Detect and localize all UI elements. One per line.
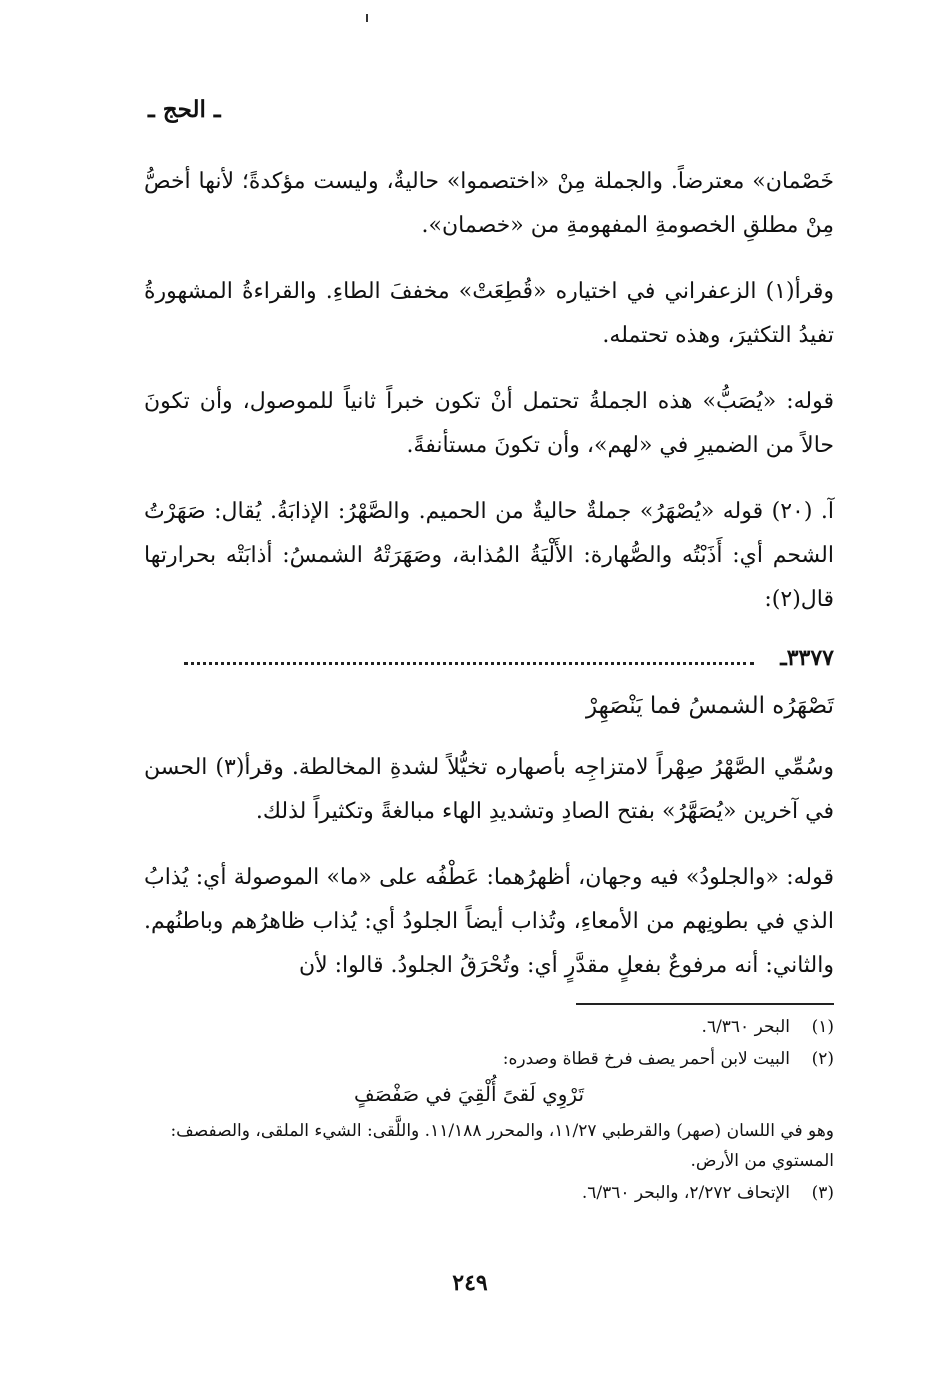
verse-number: ٣٣٧٧ـ <box>780 645 834 671</box>
footnote-2 <box>144 1044 834 1074</box>
paragraph-3: قوله: «يُصَبُّ» هذه الجملةُ تحتمل أنْ تكون خبراً ثانياً للموصول، وأن تكونَ حالاً من الضميرِ في «لهم»، وأن تكونَ مستأنفةً. <box>144 389 834 458</box>
footnote-number: (٣) <box>811 1183 834 1203</box>
footnotes <box>144 1012 834 1210</box>
main-text <box>144 160 834 1010</box>
verse-dotted-line <box>184 662 754 665</box>
paragraph-5: وسُمِّي الصَّهْرُ صِهْراً لامتزاجِه بأصهاره تخيُّلاً لشدةِ المخالطة. وقرأ(٣) الحسن في آخرين «يُصَهَّرُ» بفتح الصادِ وتشديدِ الهاء مبالغةً وتكثيراً لذلك. <box>144 755 834 824</box>
footnote-text: الإتحاف ٢/٢٧٢، والبحر ٦/٣٦٠. <box>581 1183 790 1203</box>
paragraph-6: قوله: «والجلودُ» فيه وجهان، أظهرُهما: عَطْفُه على «ما» الموصولة أي: يُذابُ الذي في بطونِهم من الأمعاءِ، وتُذاب أيضاً الجلودُ أي: يُذاب ظاهرُهم وباطنُهم. والثاني: أنه مرفوعٌ بفعلٍ مقدَّرٍ أي: وتُحْرَقُ الجلودُ. قالوا: لأن <box>144 865 834 978</box>
poetry-verse: تَصْهَرُه الشمسُ فما يَنْصَهِرْ <box>585 693 834 719</box>
footnote-separator <box>576 1003 834 1005</box>
footnote-number: (١) <box>811 1017 834 1037</box>
running-title: ـ الحج ـ <box>148 96 221 123</box>
margin-mark <box>366 14 368 22</box>
footnote-3 <box>144 1178 834 1208</box>
footnote-continuation: وهو في اللسان (صهر) والقرطبي ١١/٢٧، والمحرر ١١/١٨٨. واللَّقى: الشيء الملقى، والصفصف: المستوي من الأرض. <box>170 1121 834 1171</box>
page-number: ٢٤٩ <box>452 1270 488 1296</box>
footnote-number: (٢) <box>811 1049 834 1069</box>
footnote-text: البحر ٦/٣٦٠. <box>701 1017 790 1037</box>
paragraph-1: خَصْمان» معترضاً. والجملة مِنْ «اختصموا» حاليةٌ، وليست مؤكدةً؛ لأنها أخصُّ مِنْ مطلقِ الخصومةِ المفهومةِ من «خصمان». <box>144 169 834 238</box>
paragraph-4: آ. (٢٠) قوله «يُصْهَرُ» جملةٌ حاليةٌ من الحميم. والصَّهْرُ: الإذابَةُ. يُقال: صَهَرْتُ الشحم أي: أَذَبْتُه والصُّهارة: الأَلْيَةُ المُذابة، وصَهَرَتْهُ الشمسُ: أذابَتْه بحرارتها قال(٢): <box>144 499 834 612</box>
footnote-text: البيت لابن أحمر يصف فرخ قطاة وصدره: <box>502 1049 790 1069</box>
paragraph-2: وقرأ(١) الزعفراني في اختياره «قُطِعَتْ» مخففَ الطاءِ. والقراءةُ المشهورةُ تفيدُ التكثيرَ، وهذه تحتمله. <box>144 279 834 348</box>
footnote-verse: تَرْوِي لَقىً أُلْقِيَ في صَفْصَفٍ <box>353 1082 585 1106</box>
verse-header <box>144 636 834 680</box>
footnote-1 <box>144 1012 834 1042</box>
